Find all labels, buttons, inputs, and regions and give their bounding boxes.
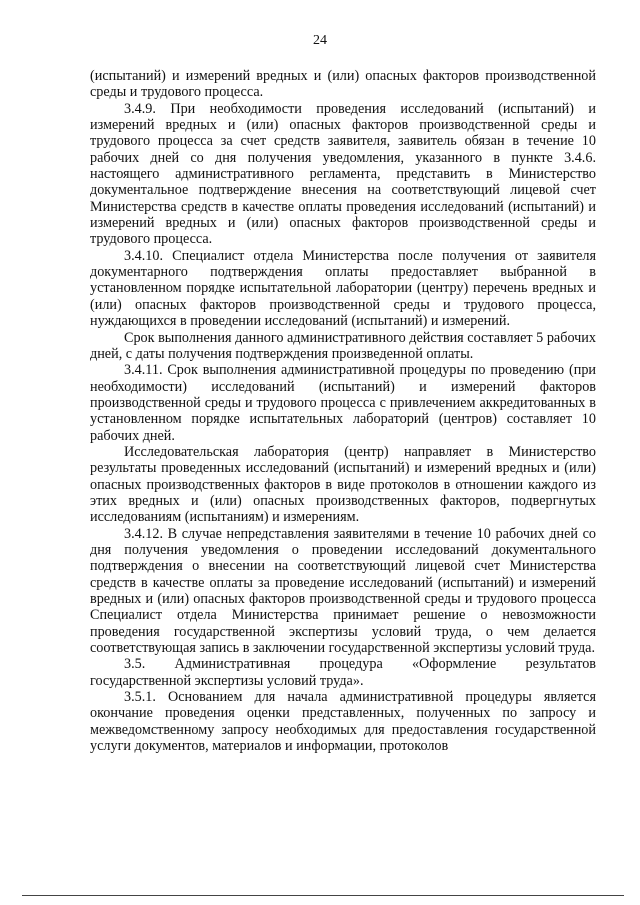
paragraph-3-5: 3.5. Административная процедура «Оформление результатов государственной экспертизы условий труда».	[90, 656, 596, 689]
paragraph-3-4-11: 3.4.11. Срок выполнения административной процедуры по проведению (при необходимости) исследований (испытаний) и измерений факторов производственной среды и трудового процесса с привлечением аккредитованных в установленном порядке испытательных лабораторий (центров) составляет 10 рабочих дней.	[90, 362, 596, 444]
paragraph-3-4-12: 3.4.12. В случае непредставления заявителями в течение 10 рабочих дней со дня получения уведомления о проведении исследований документального подтверждения о внесении на соответствующий лицевой счет Министерства средств в качестве оплаты за проведение исследований (испытаний) и измерений вредных и (или) опасных факторов производственной среды и трудового процесса Специалист отдела Министерства принимает решение о невозможности проведения государственной экспертизы условий труда, о чем делается соответствующая запись в заключении государственной экспертизы условий труда.	[90, 525, 596, 657]
page-number: 24	[313, 33, 327, 48]
paragraph-3-5-1: 3.5.1. Основанием для начала административной процедуры является окончание проведения оценки представленных, полученных по запросу и межведомственному запросу необходимых для предоставления государственной услуги документов, материалов и информации, протоколов	[90, 689, 596, 755]
paragraph-3-4-9: 3.4.9. При необходимости проведения исследований (испытаний) и измерений вредных и (или) опасных факторов производственной среды и трудового процесса за счет средств заявителя, заявитель обязан в течение 10 рабочих дней со дня получения уведомления, указанного в пункте 3.4.6. настоящего административного регламента, представить в Министерство документальное подтверждение внесения на соответствующий лицевой счет Министерства средств в качестве оплаты проведения исследований (испытаний) и измерений вредных и (или) опасных факторов производственной среды и трудового процесса.	[90, 100, 596, 248]
paragraph-3-4-10: 3.4.10. Специалист отдела Министерства после получения от заявителя документарного подтверждения оплаты предоставляет выбранной в установленном порядке испытательной лаборатории (центру) перечень вредных и (или) опасных факторов производственной среды и трудового процесса, нуждающихся в проведении исследований (испытаний) и измерений.	[90, 247, 596, 330]
document-body	[90, 68, 596, 754]
paragraph-deadline: Срок выполнения данного административного действия составляет 5 рабочих дней, с даты получения подтверждения произведенной оплаты.	[90, 329, 596, 362]
paragraph-laboratory: Исследовательская лаборатория (центр) направляет в Министерство результаты проведенных исследований (испытаний) и измерений вредных и (или) опасных производственных факторов в виде протоколов в отношении каждого из этих вредных и (или) опасных производственных факторов, подвергнутых исследованиям (испытаниям) и измерениям.	[90, 443, 596, 526]
paragraph-continuation: (испытаний) и измерений вредных и (или) опасных факторов производственной среды и трудового процесса.	[90, 68, 596, 101]
bottom-border-line	[22, 895, 624, 896]
